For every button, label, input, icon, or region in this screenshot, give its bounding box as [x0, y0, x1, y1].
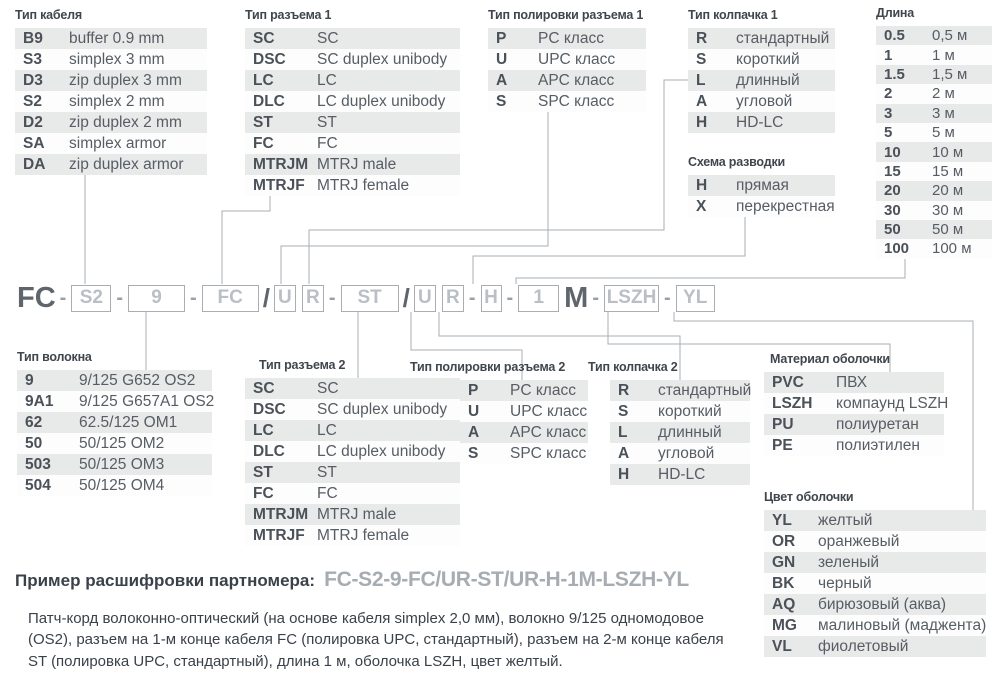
cap1-type-table — [688, 8, 835, 133]
table-row — [876, 84, 992, 103]
table-row — [460, 422, 588, 443]
description-cell: zip duplex 2 mm — [69, 113, 182, 131]
table-row — [15, 154, 207, 175]
code-cell: 50 — [25, 434, 43, 452]
example-part-number: FC-S2-9-FC/UR-ST/UR-H-1M-LSZH-YL — [324, 568, 689, 591]
description-cell: APC класс — [510, 423, 587, 441]
code-cell: A — [618, 444, 630, 462]
table-row — [245, 378, 460, 399]
table-row — [876, 65, 992, 84]
table-row — [764, 510, 986, 531]
code-cell: U — [496, 50, 508, 68]
code-cell: BK — [772, 574, 795, 592]
table-row — [245, 399, 460, 420]
code-cell: H — [696, 176, 708, 194]
description-cell: UPC класс — [510, 402, 588, 420]
part-field-r-box: R — [302, 285, 324, 312]
description-cell: угловой — [658, 444, 715, 462]
code-cell: B9 — [23, 29, 43, 47]
description-cell: MTRJ female — [317, 176, 410, 194]
part-literal-m: M — [564, 282, 589, 314]
part-field-u-box: U — [414, 285, 436, 312]
table-row — [245, 420, 460, 441]
table-row — [688, 112, 835, 133]
table-row — [764, 573, 986, 594]
table-row — [688, 175, 835, 196]
table-row — [460, 380, 588, 401]
description-cell: FC — [317, 134, 338, 152]
code-cell: OR — [772, 532, 796, 550]
table-row — [876, 239, 992, 258]
code-cell: 503 — [25, 455, 51, 473]
table-row — [764, 393, 949, 414]
dash-separator: - — [506, 286, 514, 309]
description-cell: 15 м — [932, 162, 964, 180]
code-cell: 9A1 — [25, 392, 54, 410]
table-row — [15, 70, 207, 91]
example-description: Патч-корд волоконно-оптический (на основе кабеля simplex 2,0 мм), волокно 9/125 одномодовое (OS2), разъем на 1-м конце кабеля FC (полировка UPC, стандартный), разъем на 2-м конце кабеля ST (полировка UPC, стандартный), длина 1 м, оболочка LSZH, цвет желтый. — [28, 610, 724, 670]
code-cell: 62 — [25, 413, 43, 431]
dash-separator: - — [468, 286, 476, 309]
code-cell: S2 — [23, 92, 42, 110]
part-field-s2-box: S2 — [71, 285, 111, 312]
cap2-type-table — [588, 360, 752, 485]
code-cell: R — [696, 29, 708, 47]
code-cell: 30 — [884, 201, 901, 219]
description-cell: LC duplex unibody — [317, 92, 446, 110]
table-row — [764, 372, 944, 393]
table-row — [15, 28, 207, 49]
code-cell: PVC — [772, 373, 804, 391]
table-row — [245, 441, 460, 462]
code-cell: L — [618, 423, 628, 441]
code-cell: P — [496, 29, 507, 47]
polish1-type-table — [488, 8, 646, 112]
description-cell: buffer 0.9 mm — [69, 29, 165, 47]
description-cell: LC duplex unibody — [317, 442, 446, 460]
table-title: Тип кабеля — [15, 8, 82, 22]
description-cell: малиновый (маджента) — [818, 616, 987, 634]
code-cell: 10 — [884, 143, 901, 161]
part-field-lszh-box: LSZH — [604, 285, 659, 312]
description-cell: 62.5/125 OM1 — [79, 413, 178, 431]
table-row — [876, 26, 992, 45]
table-title: Тип волокна — [17, 350, 92, 364]
table-row — [764, 615, 986, 636]
table-row — [488, 70, 646, 91]
code-cell: SC — [253, 379, 275, 397]
table-row — [17, 475, 212, 496]
slash-separator: / — [402, 282, 410, 313]
description-cell: 9/125 G657A1 OS2 — [79, 392, 215, 410]
description-cell: SC — [317, 379, 339, 397]
part-literal-fc: FC — [17, 282, 56, 314]
part-field-fc-box: FC — [202, 285, 259, 312]
table-row — [460, 443, 588, 464]
code-cell: PE — [772, 436, 793, 454]
description-cell: 2 м — [932, 85, 955, 103]
code-cell: H — [696, 113, 708, 131]
table-row — [245, 154, 460, 175]
table-title: Длина — [876, 6, 915, 20]
description-cell: 50/125 OM3 — [79, 455, 165, 473]
description-cell: полиуретан — [836, 415, 919, 433]
description-cell: длинный — [658, 423, 722, 441]
code-cell: MG — [772, 616, 797, 634]
part-number-template — [15, 283, 718, 313]
description-cell: simplex 2 mm — [69, 92, 165, 110]
table-row — [876, 181, 992, 200]
code-cell: FC — [253, 484, 274, 502]
description-cell: 9/125 G652 OS2 — [79, 371, 196, 389]
description-cell: zip duplex armor — [69, 155, 184, 173]
code-cell: MTRJF — [253, 526, 305, 544]
code-cell: 0.5 — [884, 27, 905, 45]
code-cell: AQ — [772, 595, 796, 613]
description-cell: zip duplex 3 mm — [69, 71, 182, 89]
code-cell: 20 — [884, 182, 901, 200]
description-cell: HD-LC — [658, 465, 706, 483]
table-row — [764, 594, 986, 615]
table-row — [688, 49, 835, 70]
description-cell: ST — [317, 113, 337, 131]
table-row — [460, 401, 588, 422]
dash-separator: - — [592, 286, 600, 309]
code-cell: 9 — [25, 371, 34, 389]
code-cell: 100 — [884, 240, 910, 258]
table-row — [610, 380, 750, 401]
code-cell: 2 — [884, 85, 893, 103]
description-cell: SC duplex unibody — [317, 50, 448, 68]
jacket-material-table — [764, 352, 949, 456]
code-cell: DLC — [253, 442, 285, 460]
description-cell: стандартный — [736, 29, 830, 47]
code-cell: MTRJM — [253, 155, 309, 173]
description-cell: 3 м — [932, 104, 955, 122]
table-title: Тип полировки разъема 2 — [410, 360, 566, 374]
table-row — [245, 504, 460, 525]
table-title: Цвет оболочки — [764, 490, 854, 504]
code-cell: PU — [772, 415, 794, 433]
description-cell: перекрестная — [736, 197, 835, 215]
description-cell: SPC класс — [510, 444, 587, 462]
description-cell: ST — [317, 463, 337, 481]
code-cell: SC — [253, 29, 275, 47]
table-row — [17, 412, 212, 433]
code-cell: 15 — [884, 162, 901, 180]
code-cell: R — [618, 381, 630, 399]
code-cell: H — [618, 465, 630, 483]
connector2-type-table — [245, 358, 460, 546]
code-cell: FC — [253, 134, 274, 152]
table-row — [688, 28, 835, 49]
table-title: Тип колпачка 2 — [588, 360, 678, 374]
dash-separator: - — [59, 286, 67, 309]
table-row — [245, 175, 460, 196]
code-cell: P — [468, 381, 479, 399]
description-cell: угловой — [736, 92, 793, 110]
table-row — [876, 201, 992, 220]
example-heading — [15, 568, 689, 592]
polish2-type-table — [410, 360, 588, 464]
code-cell: DLC — [253, 92, 285, 110]
code-cell: MTRJM — [253, 505, 309, 523]
code-cell: D3 — [23, 71, 43, 89]
part-field-r-box: R — [442, 285, 464, 312]
fiber-type-table — [17, 350, 215, 496]
description-cell: simplex 3 mm — [69, 50, 165, 68]
description-cell: FC — [317, 484, 338, 502]
part-field-9-box: 9 — [128, 285, 185, 312]
code-cell: 1.5 — [884, 65, 905, 83]
code-cell: 50 — [884, 221, 901, 239]
table-row — [610, 464, 750, 485]
wiring-scheme-table — [688, 155, 835, 217]
code-cell: X — [696, 197, 707, 215]
table-row — [245, 133, 460, 154]
table-row — [245, 483, 460, 504]
part-field-yl-box: YL — [676, 285, 715, 312]
description-cell: LC — [317, 421, 337, 439]
table-title: Тип разъема 1 — [245, 8, 332, 22]
description-cell: 10 м — [932, 143, 964, 161]
description-cell: 50/125 OM4 — [79, 476, 165, 494]
code-cell: ST — [253, 463, 273, 481]
description-cell: 50/125 OM2 — [79, 434, 165, 452]
code-cell: 504 — [25, 476, 51, 494]
table-title: Тип полировки разъема 1 — [488, 8, 644, 22]
connector-line — [473, 217, 745, 284]
description-cell: 50 м — [932, 221, 964, 239]
code-cell: GN — [772, 553, 796, 571]
description-cell: PC класс — [510, 381, 576, 399]
table-row — [15, 49, 207, 70]
description-cell: SPC класс — [538, 92, 615, 110]
code-cell: MTRJF — [253, 176, 305, 194]
table-row — [876, 162, 992, 181]
table-row — [488, 49, 646, 70]
jacket-color-table — [764, 490, 986, 657]
table-row — [876, 104, 992, 123]
table-row — [17, 433, 212, 454]
table-row — [245, 112, 460, 133]
description-cell: MTRJ female — [317, 526, 410, 544]
table-row — [876, 123, 992, 142]
table-row — [245, 70, 460, 91]
description-cell: SC — [317, 29, 339, 47]
dash-separator: - — [190, 286, 197, 309]
code-cell: D2 — [23, 113, 43, 131]
table-row — [245, 28, 460, 49]
description-cell: 5 м — [932, 124, 955, 142]
table-row — [876, 45, 992, 64]
description-cell: полиэтилен — [836, 436, 920, 454]
code-cell: S — [496, 92, 507, 110]
code-cell: S3 — [23, 50, 42, 68]
dash-separator: - — [328, 286, 336, 309]
description-cell: HD-LC — [736, 113, 784, 131]
description-cell: черный — [818, 574, 872, 592]
code-cell: LC — [253, 71, 274, 89]
code-cell: U — [468, 402, 480, 420]
description-cell: длинный — [736, 71, 800, 89]
description-cell: фиолетовый — [818, 637, 909, 655]
code-cell: ST — [253, 113, 273, 131]
table-row — [488, 91, 646, 112]
table-row — [610, 443, 750, 464]
description-cell: компаунд LSZH — [836, 394, 949, 412]
description-cell: 20 м — [932, 182, 964, 200]
table-row — [764, 531, 986, 552]
table-row — [17, 370, 212, 391]
code-cell: 1 — [884, 46, 893, 64]
description-cell: LC — [317, 71, 337, 89]
code-cell: SA — [23, 134, 45, 152]
code-cell: A — [696, 92, 708, 110]
description-cell: бирюзовый (аква) — [818, 595, 947, 613]
code-cell: S — [468, 444, 479, 462]
table-row — [245, 525, 460, 546]
table-row — [245, 462, 460, 483]
table-row — [245, 91, 460, 112]
table-row — [688, 70, 835, 91]
length-table — [876, 6, 992, 259]
description-cell: UPC класс — [538, 50, 616, 68]
dash-separator: - — [116, 286, 124, 309]
description-cell: APC класс — [538, 71, 615, 89]
description-cell: SC duplex unibody — [317, 400, 448, 418]
code-cell: S — [618, 402, 629, 420]
description-cell: короткий — [658, 402, 722, 420]
description-cell: MTRJ male — [317, 155, 397, 173]
code-cell: LSZH — [772, 394, 813, 412]
table-row — [764, 552, 986, 573]
table-row — [488, 28, 646, 49]
connector-line — [516, 259, 905, 284]
table-row — [764, 435, 944, 456]
dash-separator: - — [664, 286, 671, 309]
table-row — [688, 196, 835, 217]
table-title: Материал оболочки — [770, 352, 890, 366]
table-row — [764, 414, 944, 435]
code-cell: LC — [253, 421, 274, 439]
description-cell: 30 м — [932, 201, 964, 219]
part-field-1-box: 1 — [518, 285, 559, 312]
code-cell: L — [696, 71, 706, 89]
description-cell: стандартный — [658, 381, 752, 399]
cable-type-table — [15, 8, 207, 175]
table-title: Тип колпачка 1 — [688, 8, 778, 22]
example-label: Пример расшифровки партномера: — [15, 571, 316, 590]
description-cell: зеленый — [818, 553, 880, 571]
code-cell: VL — [772, 637, 792, 655]
table-row — [610, 401, 750, 422]
part-field-h-box: H — [481, 285, 502, 312]
code-cell: 5 — [884, 124, 893, 142]
table-row — [876, 220, 992, 239]
description-cell: 1,5 м — [932, 65, 968, 83]
table-row — [245, 49, 460, 70]
part-field-u-box: U — [274, 285, 296, 312]
description-cell: MTRJ male — [317, 505, 397, 523]
code-cell: DSC — [253, 400, 286, 418]
code-cell: S — [696, 50, 707, 68]
table-row — [876, 142, 992, 161]
description-cell: 100 м — [932, 240, 972, 258]
code-cell: DA — [23, 155, 46, 173]
description-cell: 1 м — [932, 46, 955, 64]
description-cell: желтый — [818, 511, 873, 529]
connector1-type-table — [245, 8, 460, 196]
code-cell: A — [496, 71, 508, 89]
table-row — [610, 422, 750, 443]
table-row — [15, 112, 207, 133]
table-title: Тип разъема 2 — [259, 358, 346, 372]
table-row — [764, 636, 986, 657]
code-cell: 3 — [884, 104, 893, 122]
table-row — [17, 454, 212, 475]
slash-separator: / — [262, 282, 270, 313]
table-row — [17, 391, 215, 412]
code-cell: YL — [772, 511, 792, 529]
description-cell: PC класс — [538, 29, 604, 47]
table-row — [688, 91, 835, 112]
code-cell: A — [468, 423, 480, 441]
description-cell: ПВХ — [836, 373, 868, 391]
description-cell: оранжевый — [818, 532, 900, 550]
connector-line — [222, 196, 270, 284]
description-cell: simplex armor — [69, 134, 167, 152]
code-cell: DSC — [253, 50, 286, 68]
description-cell: 0,5 м — [932, 27, 968, 45]
table-title: Схема разводки — [688, 155, 785, 169]
part-field-st-box: ST — [341, 285, 399, 312]
table-row — [15, 133, 207, 154]
table-row — [15, 91, 207, 112]
description-cell: короткий — [736, 50, 800, 68]
description-cell: прямая — [736, 176, 789, 194]
